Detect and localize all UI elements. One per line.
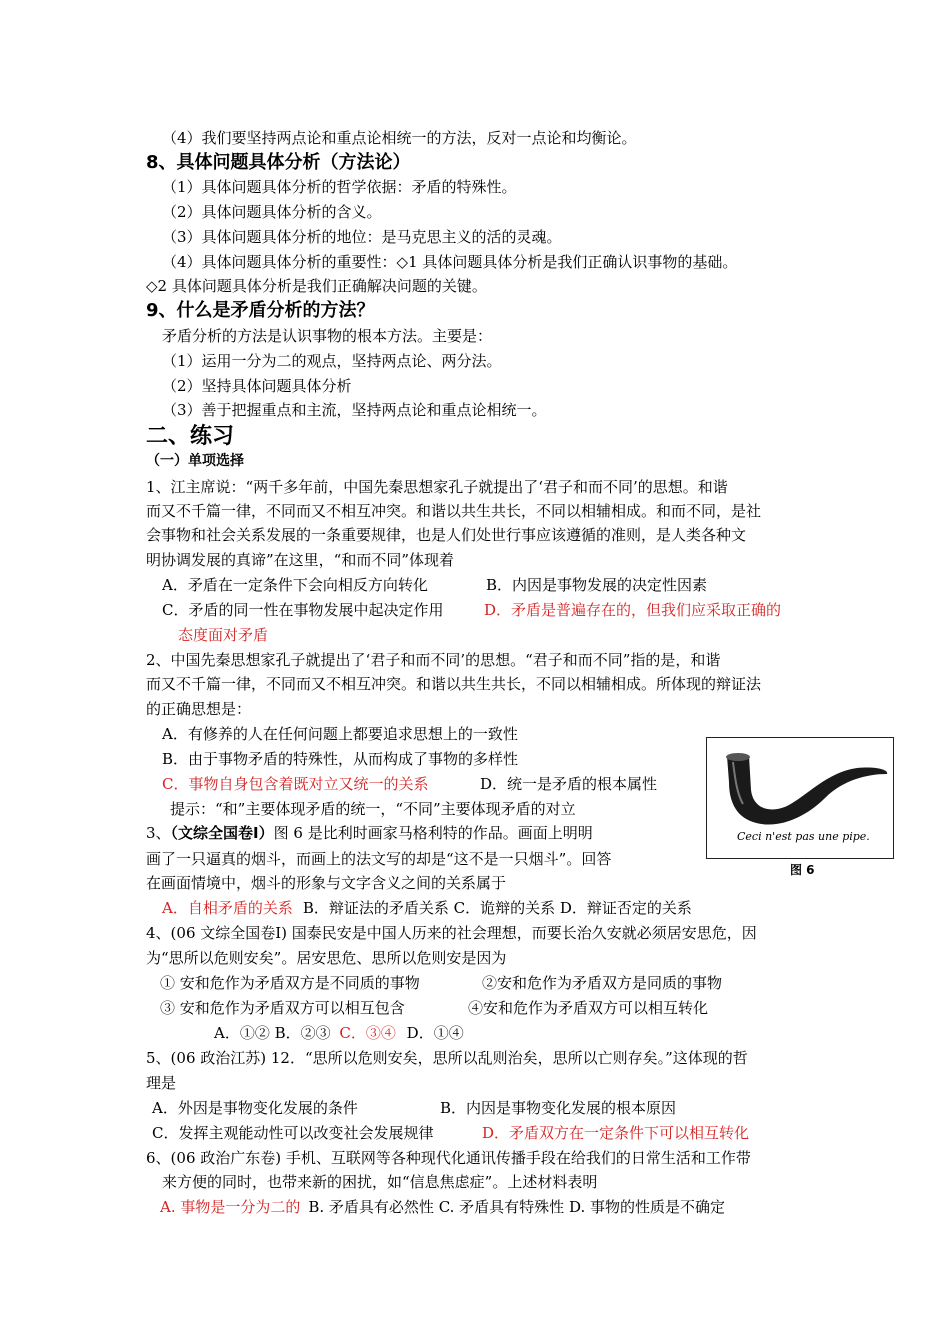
statement-1: ① 安和危作为矛盾双方是不同质的事物 bbox=[160, 974, 420, 992]
hint: 提示：“和”主要体现矛盾的统一，“不同”主要体现矛盾的对立 bbox=[170, 800, 576, 818]
painting-frame bbox=[706, 737, 894, 859]
option-d: D．统一是矛盾的根本属性 bbox=[480, 775, 658, 793]
painting-inscription: Ceci n'est pas une pipe. bbox=[737, 830, 870, 843]
text-line: （4）具体问题具体分析的重要性：◇1 具体问题具体分析是我们正确认识事物的基础。 bbox=[162, 253, 738, 271]
option-d-answer: D．矛盾是普遍存在的，但我们应采取正确的 bbox=[484, 601, 782, 619]
option-c-answer: C．事物自身包含着既对立又统一的关系 bbox=[162, 775, 429, 793]
question-5-text: 5、(06 政治江苏) 12．“思所以危则安矣，思所以乱则治矣，思所以亡则存矣。”这体现的哲 bbox=[146, 1049, 748, 1067]
question-4-text: 4、(06 文综全国卷Ⅰ) 国泰民安是中国人历来的社会理想，而要长治久安就必须居安思危，因 bbox=[146, 924, 757, 942]
other-options: B．辩证法的矛盾关系 C．诡辩的关系 D．辩证否定的关系 bbox=[302, 899, 692, 917]
question-6-text: 来方便的同时，也带来新的困扰，如“信息焦虑症”。上述材料表明 bbox=[162, 1173, 598, 1191]
text-line: （2）具体问题具体分析的含义。 bbox=[162, 203, 382, 221]
option-b: B．由于事物矛盾的特殊性，从而构成了事物的多样性 bbox=[162, 750, 519, 768]
question-1-text: 明协调发展的真谛”在这里，“和而不同”体现着 bbox=[146, 551, 455, 569]
question-6-text: 6、(06 政治广东卷) 手机、互联网等各种现代化通讯传播手段在给我们的日常生活和工作带 bbox=[146, 1149, 751, 1167]
option-a: A．外因是事物变化发展的条件 bbox=[152, 1099, 358, 1117]
question-2-text: 而又不千篇一律，不同而又不相互冲突。和谐以共生共长，不同以相辅相成。所体现的辩证法 bbox=[146, 675, 762, 693]
option-c: C．发挥主观能动性可以改变社会发展规律 bbox=[152, 1124, 434, 1142]
option-d-answer-cont: 态度面对矛盾 bbox=[178, 626, 269, 644]
text-line: （3）具体问题具体分析的地位：是马克思主义的活的灵魂。 bbox=[162, 228, 562, 246]
text-line: ◇2 具体问题具体分析是我们正确解决问题的关键。 bbox=[146, 277, 487, 295]
question-1-text: 会事物和社会关系发展的一条重要规律，也是人们处世行事应该遵循的准则，是人类各种文 bbox=[146, 526, 747, 544]
question-4-options bbox=[214, 1023, 464, 1043]
option-b: B．内因是事物发展的决定性因素 bbox=[486, 576, 708, 594]
question-2-text: 的正确思想是： bbox=[146, 700, 252, 718]
option-a: A．矛盾在一定条件下会向相反方向转化 bbox=[162, 576, 428, 594]
other-options: B. 矛盾具有必然性 C. 矛盾具有特殊性 D. 事物的性质是不确定 bbox=[308, 1198, 725, 1216]
question-3-text bbox=[146, 823, 593, 843]
heading-8: 8、具体问题具体分析（方法论） bbox=[146, 152, 411, 173]
question-1-text: 1、江主席说：“两千多年前，中国先秦思想家孔子就提出了‘君子和而不同’的思想。和谐 bbox=[146, 478, 728, 496]
heading-9: 9、什么是矛盾分析的方法？ bbox=[146, 300, 375, 321]
option-a-answer: A. 事物是一分为二的 bbox=[160, 1198, 301, 1216]
question-1-text: 而又不千篇一律，不同而又不相互冲突。和谐以共生共长，不同以相辅相成。和而不同，是社 bbox=[146, 502, 762, 520]
option-d: D．①④ bbox=[406, 1024, 464, 1042]
option-a: A．有修养的人在任何问题上都要追求思想上的一致性 bbox=[162, 725, 518, 743]
options-ab: A．①② B．②③ bbox=[214, 1024, 331, 1042]
text-line: （2）坚持具体问题具体分析 bbox=[162, 377, 352, 395]
question-number: 3、 bbox=[146, 824, 171, 842]
statement-3: ③ 安和危作为矛盾双方可以相互包含 bbox=[160, 999, 405, 1017]
figure-6 bbox=[706, 737, 896, 880]
question-3-text: 画了一只逼真的烟斗，而画上的法文写的却是“这不是一只烟斗”。回答 bbox=[146, 850, 612, 868]
question-4-text: 为“思所以危则安矣”。居安思危、思所以危则安是因为 bbox=[146, 949, 507, 967]
text-line: （1）运用一分为二的观点，坚持两点论、两分法。 bbox=[162, 352, 502, 370]
question-source: （文综全国卷Ⅰ） bbox=[170, 824, 274, 842]
text-line: 矛盾分析的方法是认识事物的根本方法。主要是： bbox=[162, 327, 493, 345]
option-d-answer: D．矛盾双方在一定条件下可以相互转化 bbox=[482, 1124, 750, 1142]
option-c: C．矛盾的同一性在事物发展中起决定作用 bbox=[162, 601, 444, 619]
option-c-answer: C．③④ bbox=[339, 1024, 396, 1042]
question-5-text: 理是 bbox=[146, 1074, 177, 1092]
statement-2: ②安和危作为矛盾双方是同质的事物 bbox=[482, 974, 723, 992]
question-6-options bbox=[160, 1197, 725, 1217]
text-line: （3）善于把握重点和主流，坚持两点论和重点论相统一。 bbox=[162, 401, 547, 419]
figure-caption: 图 6 bbox=[790, 863, 815, 877]
option-b: B．内因是事物变化发展的根本原因 bbox=[440, 1099, 677, 1117]
text-line: （4）我们要坚持两点论和重点论相统一的方法，反对一点论和均衡论。 bbox=[162, 129, 637, 147]
option-a-answer: A．自相矛盾的关系 bbox=[162, 899, 293, 917]
question-2-text: 2、中国先秦思想家孔子就提出了‘君子和而不同’的思想。“君子和而不同”指的是，和谐 bbox=[146, 651, 721, 669]
subsection-title: （一）单项选择 bbox=[146, 453, 244, 469]
question-body: 图 6 是比利时画家马格利特的作品。画面上明明 bbox=[273, 824, 593, 842]
text-line: （1）具体问题具体分析的哲学依据：矛盾的特殊性。 bbox=[162, 178, 517, 196]
section-title: 二、练习 bbox=[146, 424, 235, 449]
question-3-options bbox=[162, 898, 692, 918]
question-3-text: 在画面情境中，烟斗的形象与文字含义之间的关系属于 bbox=[146, 874, 507, 892]
statement-4: ④安和危作为矛盾双方可以相互转化 bbox=[468, 999, 709, 1017]
